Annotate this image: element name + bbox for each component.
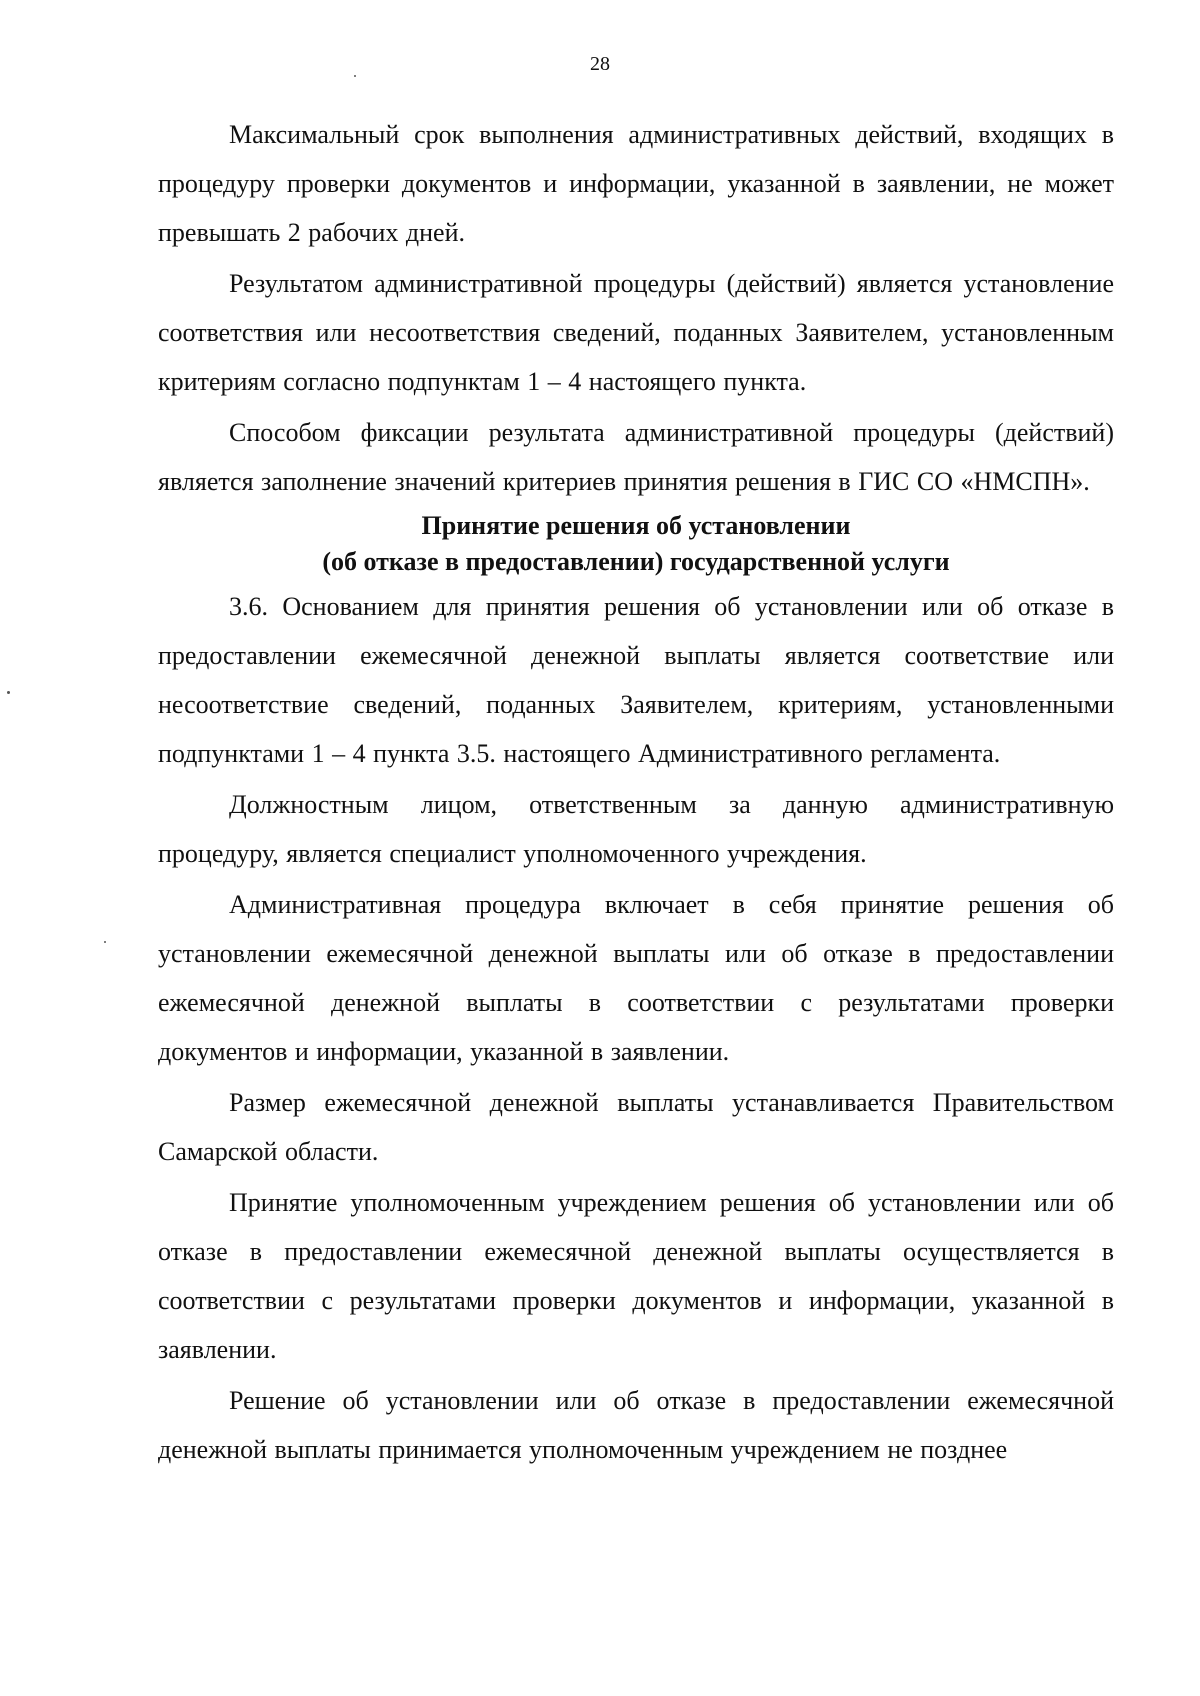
paragraph-result-fixation: Способом фиксации результата административной процедуры (действий) является заполнение значений критериев принятия решения в ГИС СО «НМСПН».: [158, 418, 1114, 496]
paragraph-3-6-grounds: 3.6. Основанием для принятия решения об установлении или об отказе в предоставлении ежемесячной денежной выплаты является соответствие или несоответствие сведений, поданных Заявителем, критериям, установленными подпунктами 1 – 4 пункта 3.5. настоящего Административного регламента.: [158, 592, 1114, 768]
document-body: [158, 110, 1114, 1474]
paragraph-decision-adoption: Принятие уполномоченным учреждением решения об установлении или об отказе в предоставлении ежемесячной денежной выплаты осуществляется в соответствии с результатами проверки документов и информации, указанной в заявлении.: [158, 1188, 1114, 1364]
paragraph-payment-amount: Размер ежемесячной денежной выплаты устанавливается Правительством Самарской области.: [158, 1088, 1114, 1166]
scan-speck: [104, 941, 106, 943]
paragraph-procedure-includes: Административная процедура включает в себя принятие решения об установлении ежемесячной денежной выплаты или об отказе в предоставлении ежемесячной денежной выплаты в соответствии с результатами проверки документов и информации, указанной в заявлении.: [158, 890, 1114, 1066]
paragraph-decision-deadline: Решение об установлении или об отказе в предоставлении ежемесячной денежной выплаты принимается уполномоченным учреждением не позднее: [158, 1386, 1114, 1464]
scan-speck: [7, 691, 10, 694]
section-heading-line-2: (об отказе в предоставлении) государственной услуги: [322, 547, 950, 576]
page-number: 28: [590, 53, 610, 75]
section-heading: [158, 508, 1114, 580]
paragraph-max-term: Максимальный срок выполнения административных действий, входящих в процедуру проверки документов и информации, указанной в заявлении, не может превышать 2 рабочих дней.: [158, 120, 1114, 247]
paragraph-responsible-official: Должностным лицом, ответственным за данную административную процедуру, является специалист уполномоченного учреждения.: [158, 790, 1114, 868]
scan-speck: [354, 75, 356, 77]
paragraph-procedure-result: Результатом административной процедуры (действий) является установление соответствия или несоответствия сведений, поданных Заявителем, установленным критериям согласно подпунктам 1 – 4 настоящего пункта.: [158, 269, 1114, 396]
section-heading-line-1: Принятие решения об установлении: [421, 511, 851, 540]
